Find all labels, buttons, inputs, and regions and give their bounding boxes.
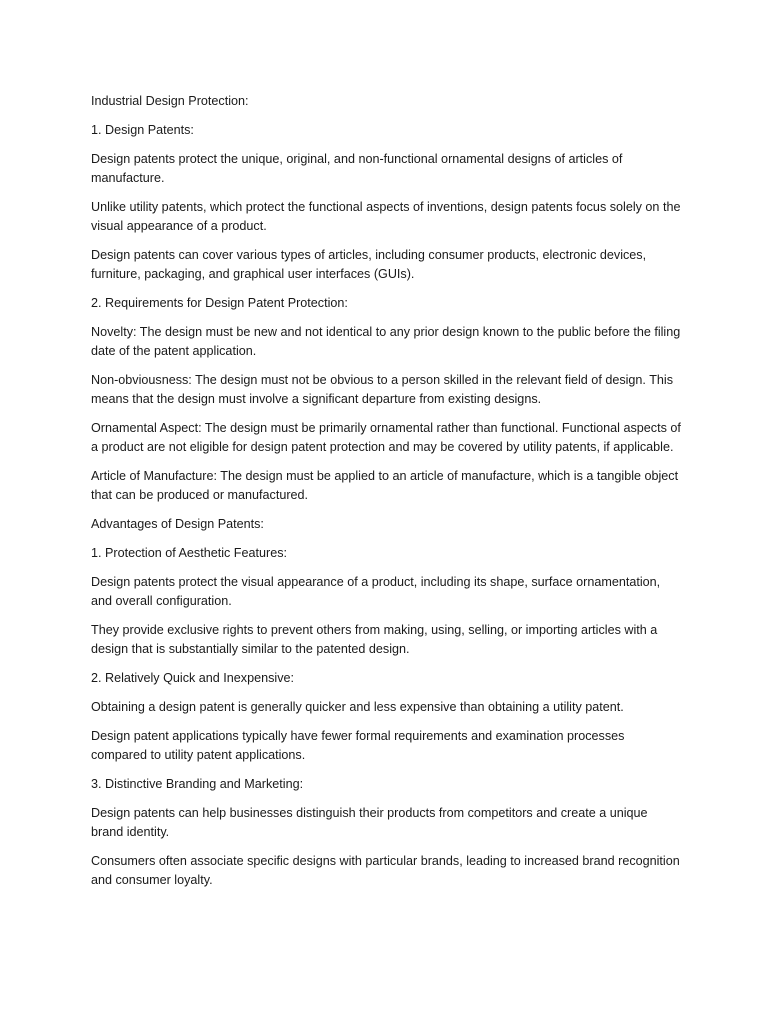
subheading-quick-inexpensive: 2. Relatively Quick and Inexpensive:: [91, 671, 295, 685]
paragraph: Novelty: The design must be new and not identical to any prior design known to the public before the filing date of the patent application.: [91, 325, 681, 358]
subheading-branding-marketing: 3. Distinctive Branding and Marketing:: [91, 777, 304, 791]
paragraph: Design patents can cover various types of articles, including consumer products, electronic devices, furniture, packaging, and graphical user interfaces (GUIs).: [91, 248, 647, 281]
paragraph: Design patents can help businesses distinguish their products from competitors and create a unique brand identity.: [91, 806, 648, 839]
section-heading-requirements: 2. Requirements for Design Patent Protection:: [91, 296, 348, 310]
subheading-aesthetic-features: 1. Protection of Aesthetic Features:: [91, 546, 288, 560]
paragraph: Non-obviousness: The design must not be obvious to a person skilled in the relevant field of design. This means that the design must involve a significant departure from existing designs.: [91, 373, 673, 406]
paragraph: Article of Manufacture: The design must be applied to an article of manufacture, which is a tangible object that can be produced or manufactured.: [91, 469, 679, 502]
section-heading-advantages: Advantages of Design Patents:: [91, 517, 264, 531]
paragraph: Design patents protect the unique, original, and non-functional ornamental designs of articles of manufacture.: [91, 152, 623, 185]
section-heading-design-patents: 1. Design Patents:: [91, 123, 194, 137]
paragraph: Design patents protect the visual appearance of a product, including its shape, surface ornamentation, and overall configuration.: [91, 575, 661, 608]
paragraph: Ornamental Aspect: The design must be primarily ornamental rather than functional. Functional aspects of a product are not eligible for design patent protection and may be covered by utility patents, if applicable.: [91, 421, 681, 454]
paragraph: Obtaining a design patent is generally quicker and less expensive than obtaining a utility patent.: [91, 700, 624, 714]
paragraph: Unlike utility patents, which protect the functional aspects of inventions, design patents focus solely on the visual appearance of a product.: [91, 200, 681, 233]
paragraph: They provide exclusive rights to prevent others from making, using, selling, or importing articles with a design that is substantially similar to the patented design.: [91, 623, 658, 656]
paragraph: Consumers often associate specific designs with particular brands, leading to increased brand recognition and consumer loyalty.: [91, 854, 680, 887]
document-title: Industrial Design Protection:: [91, 94, 249, 108]
paragraph: Design patent applications typically have fewer formal requirements and examination processes compared to utility patent applications.: [91, 729, 625, 762]
document-body: [91, 92, 681, 900]
